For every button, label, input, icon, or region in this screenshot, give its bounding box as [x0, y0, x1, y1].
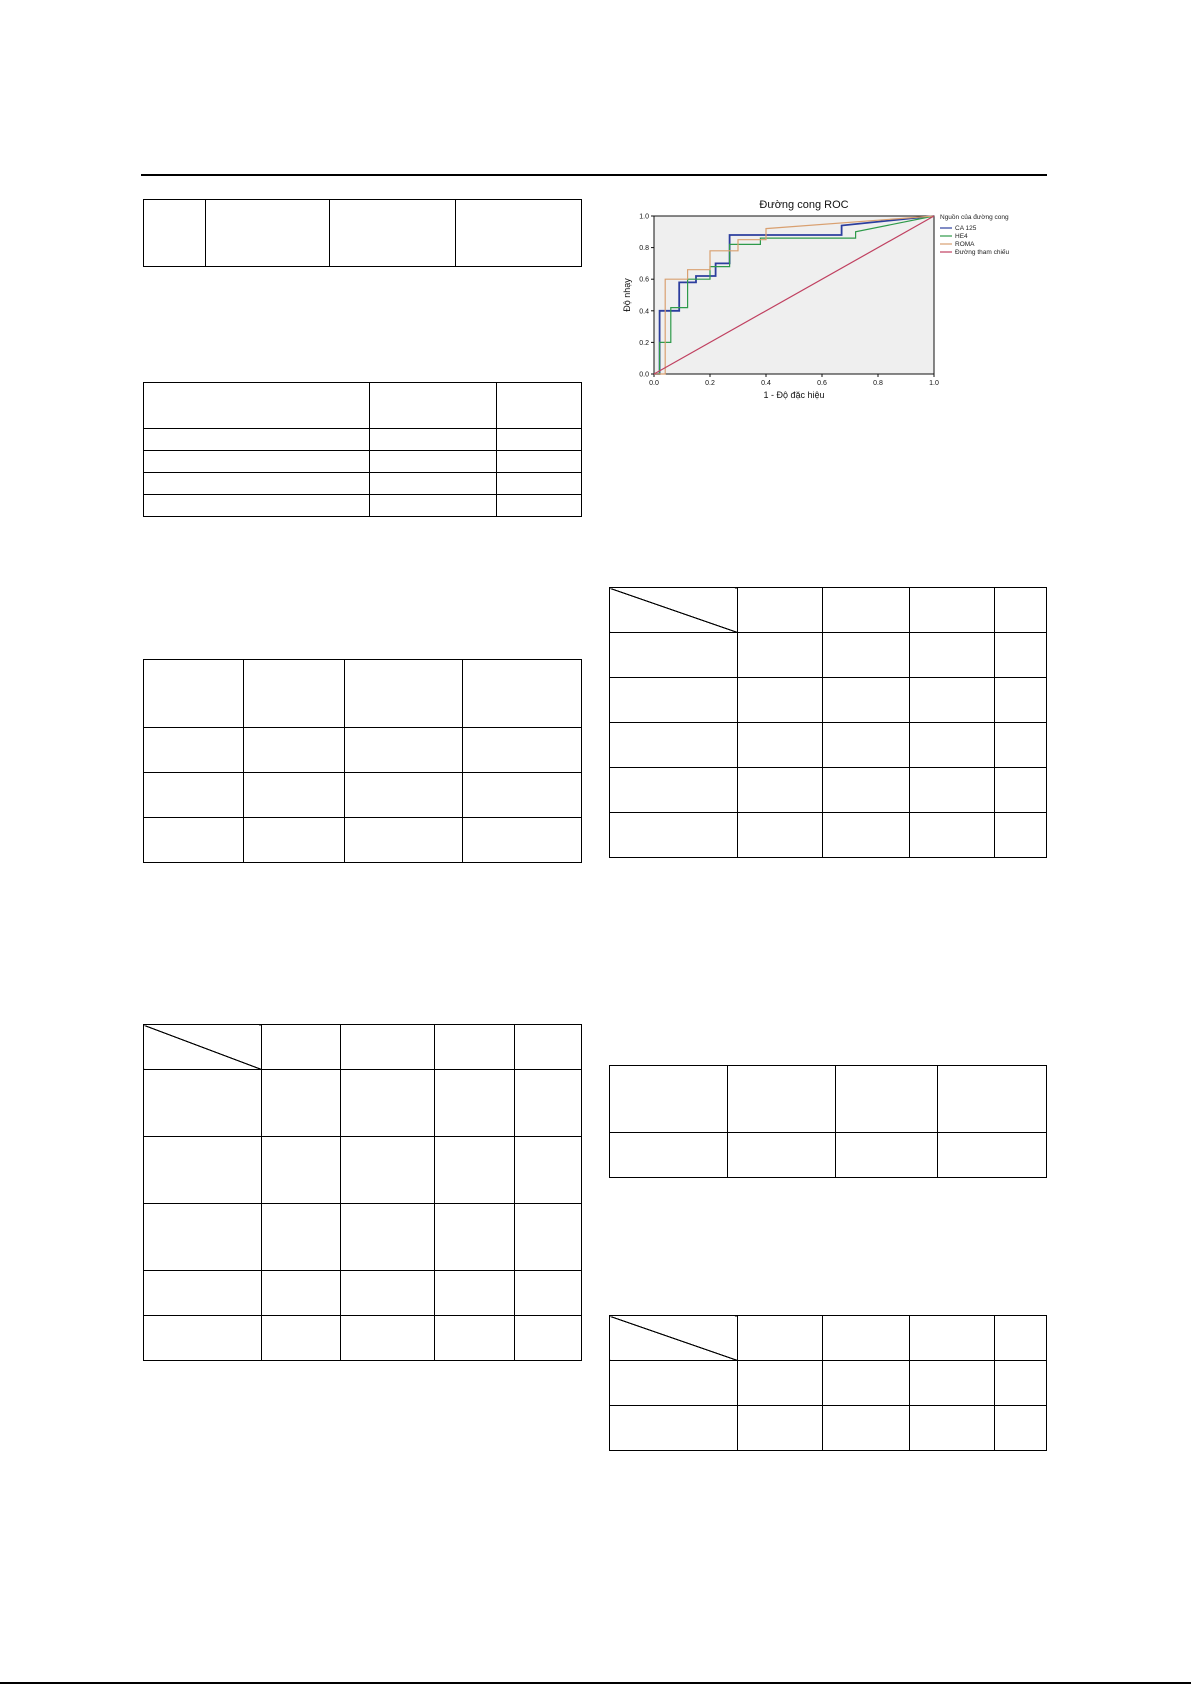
- legend-label: Đường tham chiếu: [955, 249, 1010, 256]
- y-axis-label: Độ nhạy: [622, 278, 632, 312]
- table-row: [610, 678, 1047, 723]
- table-row: [610, 723, 1047, 768]
- table-row: [144, 773, 582, 818]
- table-row: [610, 633, 1047, 678]
- table-row: [144, 818, 582, 863]
- table-bottom-right: [609, 1315, 1047, 1451]
- table-marker-comparison: [143, 382, 582, 517]
- y-tick-label: 0.8: [639, 245, 649, 253]
- table-row: [144, 1137, 582, 1204]
- x-tick-label: 0.0: [649, 380, 659, 387]
- x-tick-label: 1.0: [929, 380, 939, 387]
- roc-chart: [618, 196, 1028, 401]
- table-row: [144, 1025, 582, 1070]
- table-bottom-left: [143, 1024, 582, 1361]
- table-row: [144, 429, 582, 451]
- table-upper-right: [609, 587, 1047, 858]
- table-row: [144, 1316, 582, 1361]
- y-tick-label: 0.2: [639, 339, 649, 347]
- roc-chart-svg: [618, 196, 1028, 401]
- table-row: [610, 1361, 1047, 1406]
- table-row: [610, 588, 1047, 633]
- legend-label: ROMA: [955, 241, 975, 248]
- table-row: [144, 660, 582, 728]
- table-row: [144, 728, 582, 773]
- table-row: [144, 1204, 582, 1271]
- x-tick-label: 0.2: [705, 380, 715, 387]
- x-tick-label: 0.4: [761, 380, 771, 387]
- diagonal-header-cell: [610, 1316, 738, 1361]
- x-tick-label: 0.6: [817, 380, 827, 387]
- chart-title: Đường cong ROC: [759, 199, 849, 211]
- table-mid-right: [609, 1065, 1047, 1178]
- table-row: [144, 1271, 582, 1316]
- table-row: [610, 1316, 1047, 1361]
- table-row: [144, 1070, 582, 1137]
- x-tick-label: 0.8: [873, 380, 883, 387]
- footer-rule: [0, 1682, 1191, 1684]
- table-row: [144, 451, 582, 473]
- table-row: [144, 473, 582, 495]
- legend-label: HE4: [955, 233, 968, 240]
- table-row: [610, 813, 1047, 858]
- y-tick-label: 1.0: [639, 213, 649, 221]
- table-row: [144, 383, 582, 429]
- legend-label: CA 125: [955, 225, 977, 232]
- table-mid-left: [143, 659, 582, 863]
- table-row: [610, 768, 1047, 813]
- table-row: [610, 1406, 1047, 1451]
- y-tick-label: 0.6: [639, 276, 649, 284]
- x-axis-label: 1 - Độ đặc hiệu: [763, 390, 825, 400]
- diagonal-header-cell: [610, 588, 738, 633]
- table-row: [610, 1133, 1047, 1178]
- table-row: [610, 1066, 1047, 1133]
- table-top-left: [143, 199, 582, 267]
- header-rule: [141, 174, 1047, 176]
- y-tick-label: 0.0: [639, 371, 649, 379]
- table-row: [144, 495, 582, 517]
- y-tick-label: 0.4: [639, 308, 649, 316]
- legend-title: Nguồn của đường cong: [940, 214, 1009, 221]
- table-row: [144, 200, 582, 267]
- diagonal-header-cell: [144, 1025, 262, 1070]
- legend: [940, 212, 1010, 256]
